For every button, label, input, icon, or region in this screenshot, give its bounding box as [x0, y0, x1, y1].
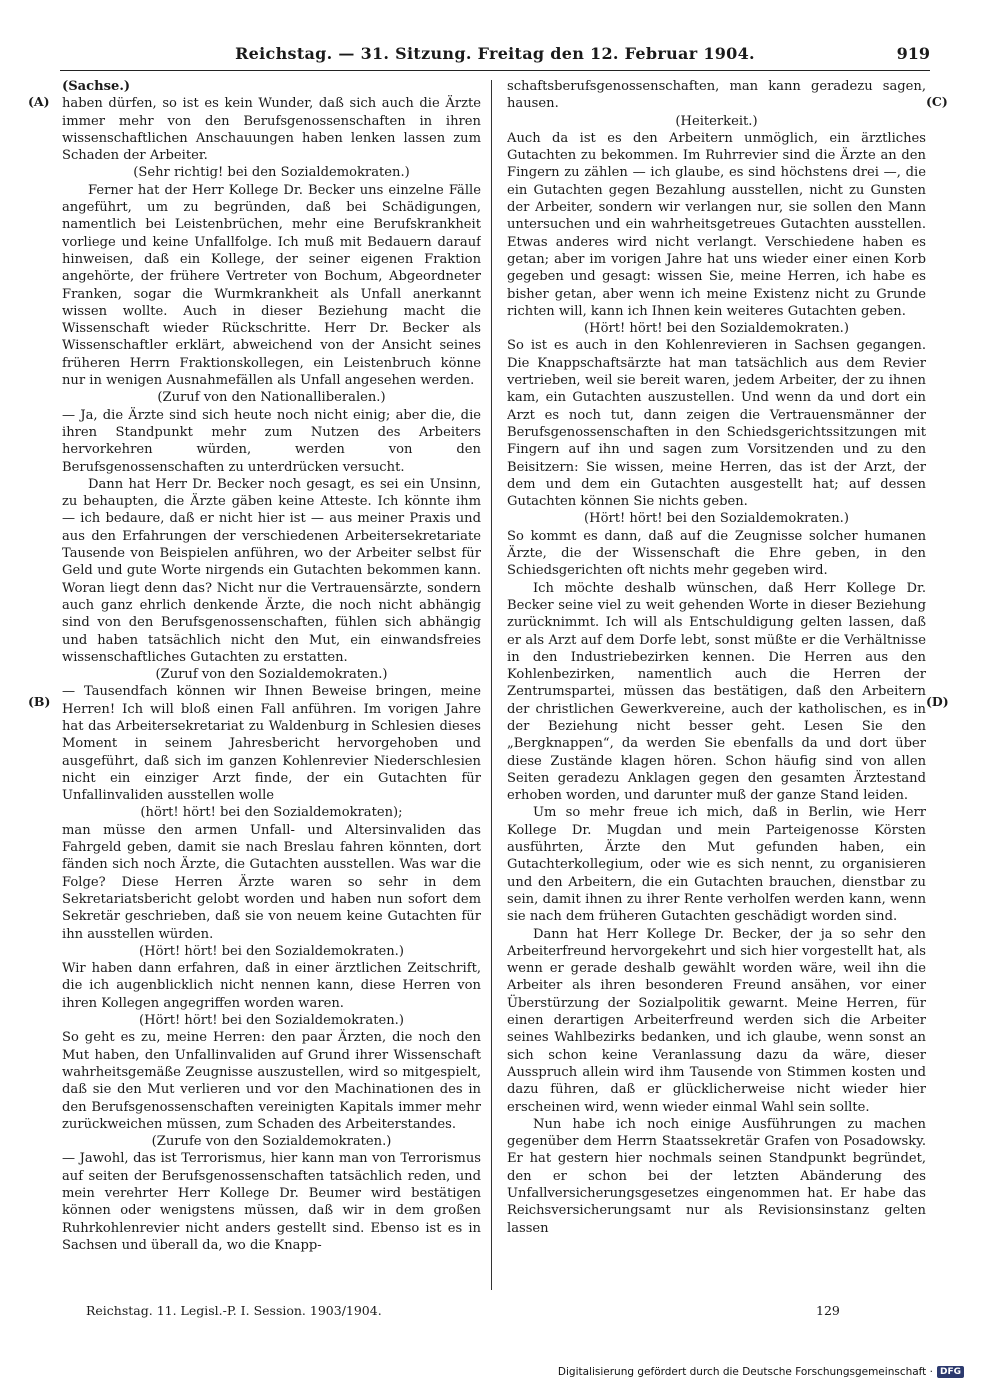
dfg-logo: DFG	[937, 1366, 964, 1378]
margin-letter-c: (C)	[926, 94, 948, 109]
page-header	[60, 44, 930, 71]
dfg-credit-text: Digitalisierung gefördert durch die Deutsche Forschungsgemeinschaft ·	[557, 1366, 933, 1378]
interjection: (hört! hört! bei den Sozialdemokraten);	[140, 805, 403, 821]
margin-letter-a: (A)	[28, 94, 50, 109]
margin-letter-b: (B)	[28, 694, 51, 709]
paragraph: Um so mehr freue ich mich, daß in Berlin, wie Herr Kollege Dr. Mugdan und mein Parteigenosse Körsten ausführten, Ärzte den Mut gefunden haben, ein Gutachterkollegium, oder wie es sich nennt, zu organisieren und den Arbeitern, die ein Gutachten brauchen, dienstbar zu sein, damit ihnen zu ihrer Rente verholfen werden kann, wenn sie nach dem früheren Gutachten geschädigt worden sind.	[507, 805, 926, 925]
paragraph: Wir haben dann erfahren, daß in einer ärztlichen Zeitschrift, die ich augenblicklich nicht nennen kann, diese Herren von ihren Kollegen angegriffen worden waren.	[62, 961, 481, 1011]
interjection: (Heiterkeit.)	[675, 113, 758, 129]
paragraph: So geht es zu, meine Herren: den paar Ärzten, die noch den Mut haben, den Unfallinvaliden auf Grund ihrer Wissenschaft wahrheitsgemäße Zeugnisse auszustellen, wird so mitgespielt, daß sie den Mut verlieren und vor den Machinationen des in den Berufsgenossenschaften vereinigten Kapitals immer mehr zurückweichen müssen, zum Schaden des Arbeiterstandes.	[62, 1030, 481, 1132]
interjection: (Hört! hört! bei den Sozialdemokraten.)	[139, 943, 404, 959]
paragraph: So ist es auch in den Kohlenrevieren in Sachsen gegangen. Die Knappschaftsärzte hat man tatsächlich aus dem Revier vertrieben, weil sie bereit waren, jedem Arbeiter, der zu ihnen kam, ein Gutachten auszustellen. Und wenn da und dort ein Arzt es noch tut, dann zeigen die Vertrauensmänner der Berufsgenossenschaften in den Schiedsgerichtssitzungen mit Fingern auf ihn und sagen zum Vorsitzenden und zu den Beisitzern: Sie wissen, meine Herren, das ist der Arzt, der dem und dem ein Gutachten ausgestellt hat; auf dessen Gutachten können Sie nichts geben.	[507, 338, 926, 510]
left-column	[62, 78, 481, 1298]
column-divider	[491, 80, 492, 1290]
margin-letter-d: (D)	[926, 694, 949, 709]
paragraph: Ich möchte deshalb wünschen, daß Herr Kollege Dr. Becker seine viel zu weit gehenden Worte in dieser Beziehung zurücknimmt. Ich will als Entschuldigung gelten lassen, daß er als Arzt auf dem Dorfe lebt, sonst müßte er die Verhältnisse in den Industriebezirken kennen. Die Herren aus den Kohlenbezirken, namentlich auch die Herren der Zentrumspartei, müssen das bestätigen, daß den Arbeitern der christlichen Gewerkvereine, auch der katholischen, es in der Beziehung nicht besser geht. Lesen Sie den „Bergknappen“, da werden Sie ebenfalls da und dort über diese Zustände klagen hören. Schon häufig sind von allen Seiten geradezu Anklagen gegen den gesamten Ärztestand erhoben worden, und darunter muß der ganze Stand leiden.	[507, 580, 926, 804]
paragraph: Auch da ist es den Arbeitern unmöglich, ein ärztliches Gutachten zu bekommen. Im Ruhrrevier sind die Ärzte an den Fingern zu zählen — ich glaube, es sind höchstens drei —, die ein Gutachten gegen Bezahlung ausstellen, nicht zu Gunsten der Arbeiter, sondern wir verlangen nur, sie sollen den Mann untersuchen und ein wahrheitsgetreues Gutachten ausstellen. Etwas anderes wird nicht verlangt. Verschiedene haben es getan; aber im vorigen Jahre hat uns wieder einer einen Korb gegeben und gesagt: wissen Sie, meine Herren, ich habe es bisher getan, aber wenn ich meine Existenz nicht zu Grunde richten will, kann ich Ihnen kein weiteres Gutachten geben.	[507, 130, 926, 319]
paragraph: man müsse den armen Unfall- und Altersinvaliden das Fahrgeld geben, damit sie nach Breslau fahren könnten, dort fänden sich noch Ärzte, die Gutachten ausstellen. Was war die Folge? Diese Herren Ärzte waren so sehr in dem Sekretariatsbericht gelobt worden und haben nun sofort dem Sekretär geschrieben, daß sie von neuem keine Gutachten für ihn ausstellen würden.	[62, 822, 481, 942]
interjection: (Zurufe von den Sozialdemokraten.)	[151, 1134, 392, 1150]
footer-sheet-number: 129	[816, 1303, 840, 1318]
paragraph: — Ja, die Ärzte sind sich heute noch nicht einig; aber die, die ihren Standpunkt mehr zum Nutzen des Arbeiters hervorkehren würden, werden von den Berufsgenossenschaften zu unterdrücken versucht.	[62, 407, 481, 475]
paragraph: So kommt es dann, daß auf die Zeugnisse solcher humanen Ärzte, die der Wissenschaft die Ehre geben, in den Schiedsgerichten oft nichts mehr gegeben wird.	[507, 528, 926, 579]
paragraph: — Tausendfach können wir Ihnen Beweise bringen, meine Herren! Ich will bloß einen Fall anführen. Im vorigen Jahre hat das Arbeitersekretariat zu Waldenburg in Schlesien dieses Moment in seinem Jahresbericht hervorgehoben und ausgeführt, daß sich im ganzen Kohlenrevier Niederschlesien nicht ein einziger Arzt finde, der ein Gutachten für Unfallinvaliden ausstellen wolle	[62, 684, 481, 804]
paragraph: schaftsberufsgenossenschaften, man kann geradezu sagen, hausen.	[507, 79, 926, 112]
paragraph: Dann hat Herr Dr. Becker noch gesagt, es sei ein Unsinn, zu behaupten, die Ärzte gäben keine Atteste. Ich könnte ihm — ich bedaure, daß er nicht hier ist — aus meiner Praxis und aus den Erfahrungen der verschiedenen Arbeitersekretariate Tausende von Beispielen anführen, wo der Arbeiter selbst für Geld und gute Worte nirgends ein Gutachten bekommen kann. Woran liegt denn das? Nicht nur die Vertrauensärzte, sondern auch ganz ehrlich denkende Ärzte, die noch nicht abhängig sind von den Berufsgenossenschaften, fühlen sich abhängig und haben tatsächlich nicht den Mut, ein einwandsfreies wissenschaftliches Gutachten zu erstatten.	[62, 476, 481, 665]
speaker-label: (Sachse.)	[62, 79, 131, 94]
footer-session-info: Reichstag. 11. Legisl.-P. I. Session. 1903/1904.	[86, 1303, 382, 1318]
paragraph: haben dürfen, so ist es kein Wunder, daß sich auch die Ärzte immer mehr von den Berufsgenossenschaften in ihren wissenschaftlichen Anschauungen haben lenken lassen zum Schaden der Arbeiter.	[62, 96, 481, 164]
dfg-credit	[558, 1366, 964, 1378]
right-column	[507, 78, 926, 1298]
paragraph: Ferner hat der Herr Kollege Dr. Becker uns einzelne Fälle angeführt, um zu begründen, daß bei Schädigungen, namentlich bei Leistenbrüchen, mehr eine Berufskrankheit vorliege und keine Unfallfolge. Ich muß mit Bedauern darauf hinweisen, daß ein Kollege, der seiner eigenen Fraktion angehörte, der frühere Vertreter von Bochum, Abgeordneter Franken, sogar die Wurmkrankheit als Unfall anerkannt wissen wollte. Auch in dieser Beziehung macht die Wissenschaft wieder Rückschritte. Herr Dr. Becker als Wissenschaftler erklärt, abweichend von der Ansicht seines früheren Herrn Fraktionskollegen, ein Leistenbruch könne nur in wenigen Ausnahmefällen als Unfall angesehen werden.	[62, 182, 481, 389]
interjection: (Hört! hört! bei den Sozialdemokraten.)	[584, 321, 849, 337]
interjection: (Zuruf von den Nationalliberalen.)	[157, 390, 386, 406]
paragraph: — Jawohl, das ist Terrorismus, hier kann man von Terrorismus auf seiten der Berufsgenossenschaften tatsächlich reden, und mein verehrter Herr Kollege Dr. Beumer wird bestätigen können oder wenigstens müssen, daß wir in dem großen Ruhrkohlenrevier nicht anders gestellt sind. Ebenso ist es in Sachsen und überall da, wo die Knapp-	[62, 1151, 481, 1253]
interjection: (Zuruf von den Sozialdemokraten.)	[155, 667, 388, 683]
page-number: 919	[896, 44, 930, 63]
interjection: (Sehr richtig! bei den Sozialdemokraten.)	[133, 165, 410, 181]
paragraph: Nun habe ich noch einige Ausführungen zu machen gegenüber dem Herrn Staatssekretär Grafen von Posadowsky. Er hat gestern hier nochmals seinen Standpunkt begründet, den er schon bei der letzten Abänderung des Unfallversicherungsgesetzes eingenommen hat. Er habe das Reichsversicherungsamt nur als Revisionsinstanz gelten lassen	[507, 1116, 926, 1236]
interjection: (Hört! hört! bei den Sozialdemokraten.)	[584, 511, 849, 527]
paragraph: Dann hat Herr Kollege Dr. Becker, der ja so sehr den Arbeiterfreund hervorgekehrt und sich hier vorgestellt hat, als wenn er gerade deshalb gewählt worden wäre, weil ihn die Arbeiter als ihren besonderen Freund ansähen, vor einer Überstürzung der Sozialpolitik gewarnt. Meine Herren, für einen derartigen Arbeiterfreund werden sich die Arbeiter seines Wahlbezirks bedanken, und ich glaube, wenn sonst an sich schon keine Veranlassung dazu da wäre, dieser Ausspruch allein wird ihm Tausende von Stimmen kosten und dazu führen, daß er glücklicherweise nicht wieder hier erscheinen wird, wenn wieder einmal Wahl sein sollte.	[507, 926, 926, 1115]
interjection: (Hört! hört! bei den Sozialdemokraten.)	[139, 1013, 404, 1029]
header-title: Reichstag. — 31. Sitzung. Freitag den 12. Februar 1904.	[235, 44, 755, 63]
